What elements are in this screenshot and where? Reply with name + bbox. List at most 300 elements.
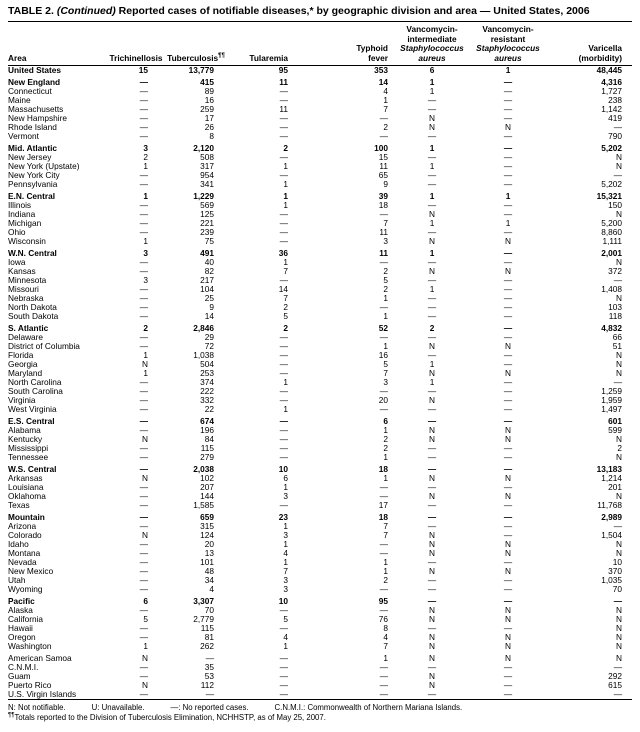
value-cell: — bbox=[139, 284, 148, 294]
value-cell: 1 bbox=[429, 284, 435, 294]
col-header-tuberculosis bbox=[164, 22, 228, 66]
value-cell: — bbox=[503, 530, 513, 540]
area-cell: New York City bbox=[8, 170, 60, 180]
value-cell: 10 bbox=[612, 557, 622, 567]
value-cell: 11 bbox=[379, 227, 388, 237]
value-cell: N bbox=[616, 653, 622, 663]
value-cell: — bbox=[279, 653, 288, 663]
area-cell: Guam bbox=[8, 671, 31, 681]
value-cell: 1 bbox=[283, 191, 288, 201]
value-cell: — bbox=[139, 512, 148, 522]
vrsa-header-line2: resistant bbox=[490, 33, 526, 44]
value-cell: 1,142 bbox=[601, 104, 622, 114]
value-cell: 2,038 bbox=[193, 464, 214, 474]
value-cell: — bbox=[379, 689, 388, 699]
area-cell: Michigan bbox=[8, 218, 42, 228]
area-row bbox=[8, 219, 632, 228]
value-cell: 374 bbox=[200, 377, 214, 387]
value-cell: 1 bbox=[283, 557, 288, 567]
value-cell: — bbox=[139, 104, 148, 114]
area-cell: Delaware bbox=[8, 332, 44, 342]
value-cell: 201 bbox=[608, 482, 622, 492]
value-cell: 48,445 bbox=[596, 65, 622, 75]
division-row bbox=[8, 75, 632, 87]
value-cell: — bbox=[279, 170, 288, 180]
area-row bbox=[8, 522, 632, 531]
value-cell: 1 bbox=[383, 341, 388, 351]
value-cell: N bbox=[429, 341, 435, 351]
value-cell: N bbox=[429, 491, 435, 501]
value-cell: 1 bbox=[505, 65, 511, 75]
area-row bbox=[8, 312, 632, 321]
value-cell: 18 bbox=[378, 200, 388, 210]
area-cell: Idaho bbox=[8, 539, 29, 549]
value-cell: — bbox=[503, 500, 513, 510]
area-row bbox=[8, 396, 632, 405]
area-cell: Rhode Island bbox=[8, 122, 57, 132]
value-cell: — bbox=[503, 416, 513, 426]
varicella-header-line2: (morbidity) bbox=[578, 52, 622, 63]
area-row bbox=[8, 576, 632, 585]
value-cell: — bbox=[139, 266, 148, 276]
area-cell: Oklahoma bbox=[8, 491, 46, 501]
area-cell: Washington bbox=[8, 641, 52, 651]
value-cell: 2 bbox=[617, 443, 622, 453]
value-cell: — bbox=[427, 557, 437, 567]
value-cell: — bbox=[139, 113, 148, 123]
value-cell: — bbox=[427, 104, 437, 114]
value-cell: — bbox=[139, 425, 148, 435]
value-cell: N bbox=[142, 473, 148, 483]
value-cell: N bbox=[616, 632, 622, 642]
value-cell: 2,846 bbox=[193, 323, 214, 333]
value-cell: — bbox=[503, 386, 513, 396]
value-cell: — bbox=[139, 605, 148, 615]
value-cell: — bbox=[427, 293, 437, 303]
value-cell: — bbox=[139, 386, 148, 396]
area-row bbox=[8, 642, 632, 651]
area-row bbox=[8, 615, 632, 624]
value-cell: — bbox=[139, 632, 148, 642]
value-cell: — bbox=[503, 77, 513, 87]
value-cell: 1 bbox=[429, 248, 435, 258]
area-row bbox=[8, 435, 632, 444]
value-cell: 1,214 bbox=[601, 473, 622, 483]
value-cell: — bbox=[503, 323, 513, 333]
value-cell: 262 bbox=[200, 641, 214, 651]
value-cell: N bbox=[616, 623, 622, 633]
value-cell: — bbox=[427, 170, 437, 180]
value-cell: — bbox=[613, 689, 622, 699]
value-cell: 2,989 bbox=[601, 512, 622, 522]
value-cell: 238 bbox=[608, 95, 622, 105]
value-cell: — bbox=[279, 113, 288, 123]
value-cell: — bbox=[427, 443, 437, 453]
area-cell: Virginia bbox=[8, 395, 36, 405]
division-row bbox=[8, 189, 632, 201]
value-cell: — bbox=[427, 350, 437, 360]
value-cell: — bbox=[503, 350, 513, 360]
value-cell: — bbox=[427, 416, 437, 426]
area-row bbox=[8, 483, 632, 492]
value-cell: 11 bbox=[279, 77, 288, 87]
table-title-prefix: TABLE 2. bbox=[8, 5, 54, 17]
value-cell: N bbox=[616, 209, 622, 219]
value-cell: 1 bbox=[283, 641, 288, 651]
value-cell: N bbox=[505, 641, 511, 651]
value-cell: 3 bbox=[383, 236, 388, 246]
value-cell: N bbox=[505, 614, 511, 624]
value-cell: 3 bbox=[283, 491, 288, 501]
value-cell: — bbox=[427, 332, 437, 342]
value-cell: — bbox=[503, 161, 513, 171]
value-cell: 1 bbox=[383, 566, 388, 576]
value-cell: — bbox=[427, 521, 437, 531]
area-cell: W.N. Central bbox=[8, 248, 57, 258]
value-cell: N bbox=[429, 539, 435, 549]
value-cell: 1 bbox=[383, 473, 388, 483]
value-cell: — bbox=[503, 452, 513, 462]
area-cell: Iowa bbox=[8, 257, 26, 267]
value-cell: 3 bbox=[143, 275, 148, 285]
area-row bbox=[8, 567, 632, 576]
value-cell: — bbox=[503, 680, 513, 690]
value-cell: — bbox=[503, 512, 513, 522]
value-cell: — bbox=[139, 416, 148, 426]
value-cell: — bbox=[427, 689, 437, 699]
area-row bbox=[8, 123, 632, 132]
value-cell: 1 bbox=[283, 521, 288, 531]
value-cell: 2 bbox=[143, 152, 148, 162]
area-cell: Indiana bbox=[8, 209, 36, 219]
value-cell: 17 bbox=[204, 113, 214, 123]
value-cell: N bbox=[429, 653, 435, 663]
value-cell: N bbox=[429, 614, 435, 624]
value-cell: 1,959 bbox=[601, 395, 622, 405]
value-cell: 2 bbox=[283, 302, 288, 312]
area-row bbox=[8, 132, 632, 141]
value-cell: — bbox=[139, 464, 148, 474]
area-cell: Oregon bbox=[8, 632, 36, 642]
value-cell: N bbox=[616, 359, 622, 369]
area-row bbox=[8, 633, 632, 642]
value-cell: 76 bbox=[378, 614, 388, 624]
value-cell: 1 bbox=[383, 452, 388, 462]
value-cell: 1 bbox=[283, 161, 288, 171]
value-cell: 16 bbox=[204, 95, 214, 105]
value-cell: — bbox=[279, 227, 288, 237]
value-cell: — bbox=[427, 662, 437, 672]
value-cell: 17 bbox=[378, 500, 388, 510]
division-row bbox=[8, 510, 632, 522]
value-cell: N bbox=[429, 530, 435, 540]
area-row bbox=[8, 267, 632, 276]
value-cell: 8 bbox=[209, 131, 214, 141]
visa-header-line4: aureus bbox=[418, 52, 446, 63]
area-row bbox=[8, 405, 632, 414]
value-cell: 1 bbox=[143, 350, 148, 360]
table-header bbox=[8, 22, 632, 66]
value-cell: 1 bbox=[383, 557, 388, 567]
value-cell: — bbox=[279, 275, 288, 285]
value-cell: — bbox=[139, 209, 148, 219]
value-cell: — bbox=[427, 311, 437, 321]
value-cell: 1 bbox=[429, 143, 435, 153]
area-row bbox=[8, 360, 632, 369]
value-cell: 10 bbox=[278, 596, 288, 606]
value-cell: N bbox=[616, 605, 622, 615]
value-cell: N bbox=[505, 539, 511, 549]
area-row bbox=[8, 201, 632, 210]
value-cell: 3 bbox=[143, 143, 148, 153]
value-cell: 125 bbox=[200, 209, 214, 219]
value-cell: 9 bbox=[209, 302, 214, 312]
value-cell: 4 bbox=[383, 86, 388, 96]
value-cell: N bbox=[429, 548, 435, 558]
value-cell: — bbox=[427, 584, 437, 594]
value-cell: 790 bbox=[608, 131, 622, 141]
value-cell: — bbox=[503, 443, 513, 453]
value-cell: 1 bbox=[283, 377, 288, 387]
value-cell: 504 bbox=[200, 359, 214, 369]
value-cell: 2,001 bbox=[601, 248, 622, 258]
value-cell: 95 bbox=[278, 65, 288, 75]
area-row bbox=[8, 342, 632, 351]
legend-unavailable: U: Unavailable. bbox=[91, 703, 145, 712]
value-cell: — bbox=[427, 179, 437, 189]
value-cell: — bbox=[379, 113, 388, 123]
value-cell: — bbox=[503, 575, 513, 585]
value-cell: 72 bbox=[204, 341, 214, 351]
value-cell: 6 bbox=[429, 65, 435, 75]
table-body bbox=[8, 66, 632, 700]
value-cell: 1,408 bbox=[601, 284, 622, 294]
value-cell: — bbox=[427, 404, 437, 414]
value-cell: 491 bbox=[200, 248, 214, 258]
value-cell: 150 bbox=[608, 200, 622, 210]
value-cell: — bbox=[379, 539, 388, 549]
value-cell: 3 bbox=[283, 584, 288, 594]
value-cell: 954 bbox=[200, 170, 214, 180]
area-cell: Illinois bbox=[8, 200, 32, 210]
value-cell: 52 bbox=[378, 323, 388, 333]
value-cell: 26 bbox=[204, 122, 214, 132]
value-cell: 1,727 bbox=[601, 86, 622, 96]
value-cell: N bbox=[429, 209, 435, 219]
value-cell: 2 bbox=[383, 284, 388, 294]
value-cell: 7 bbox=[383, 218, 388, 228]
value-cell: 18 bbox=[378, 464, 388, 474]
value-cell: — bbox=[379, 662, 388, 672]
value-cell: N bbox=[429, 680, 435, 690]
value-cell: 6 bbox=[283, 473, 288, 483]
area-row bbox=[8, 96, 632, 105]
value-cell: 1,035 bbox=[601, 575, 622, 585]
value-cell: N bbox=[429, 434, 435, 444]
value-cell: 22 bbox=[204, 404, 214, 414]
value-cell: — bbox=[503, 482, 513, 492]
value-cell: N bbox=[429, 641, 435, 651]
value-cell: — bbox=[279, 605, 288, 615]
value-cell: — bbox=[379, 482, 388, 492]
value-cell: 9 bbox=[383, 179, 388, 189]
value-cell: — bbox=[139, 443, 148, 453]
value-cell: 1,111 bbox=[602, 236, 622, 246]
value-cell: 65 bbox=[378, 170, 388, 180]
value-cell: 20 bbox=[204, 539, 214, 549]
value-cell: 615 bbox=[608, 680, 622, 690]
value-cell: — bbox=[503, 623, 513, 633]
area-row bbox=[8, 387, 632, 396]
value-cell: — bbox=[139, 623, 148, 633]
value-cell: — bbox=[503, 377, 513, 387]
area-cell: Louisiana bbox=[8, 482, 44, 492]
value-cell: 353 bbox=[374, 65, 388, 75]
value-cell: 279 bbox=[200, 452, 214, 462]
value-cell: 1 bbox=[143, 641, 148, 651]
value-cell: N bbox=[429, 368, 435, 378]
value-cell: 10 bbox=[278, 464, 288, 474]
value-cell: — bbox=[503, 311, 513, 321]
value-cell: 317 bbox=[200, 161, 214, 171]
value-cell: 3 bbox=[383, 377, 388, 387]
value-cell: — bbox=[427, 95, 437, 105]
value-cell: 25 bbox=[204, 293, 214, 303]
value-cell: N bbox=[505, 605, 511, 615]
area-row bbox=[8, 180, 632, 189]
area-row bbox=[8, 651, 632, 663]
value-cell: 118 bbox=[608, 311, 622, 321]
value-cell: — bbox=[427, 623, 437, 633]
value-cell: 23 bbox=[278, 512, 288, 522]
value-cell: — bbox=[139, 179, 148, 189]
value-cell: 508 bbox=[200, 152, 214, 162]
value-cell: — bbox=[503, 179, 513, 189]
value-cell: — bbox=[427, 131, 437, 141]
area-cell: W.S. Central bbox=[8, 464, 57, 474]
value-cell: 4 bbox=[283, 632, 288, 642]
division-row bbox=[8, 66, 632, 76]
col-header-typhoid-fever bbox=[300, 22, 394, 66]
vrsa-header-line4: aureus bbox=[494, 52, 522, 63]
value-cell: — bbox=[503, 584, 513, 594]
area-cell: U.S. Virgin Islands bbox=[8, 689, 77, 699]
value-cell: — bbox=[279, 131, 288, 141]
value-cell: — bbox=[427, 452, 437, 462]
area-cell: North Dakota bbox=[8, 302, 57, 312]
value-cell: 3 bbox=[143, 248, 148, 258]
col-header-tularemia: Tularemia bbox=[228, 22, 300, 66]
value-cell: 4 bbox=[383, 632, 388, 642]
area-cell: North Carolina bbox=[8, 377, 62, 387]
area-cell: Utah bbox=[8, 575, 26, 585]
value-cell: — bbox=[279, 86, 288, 96]
value-cell: 7 bbox=[283, 566, 288, 576]
value-cell: 11,768 bbox=[597, 500, 622, 510]
value-cell: N bbox=[429, 566, 435, 576]
value-cell: 8 bbox=[383, 623, 388, 633]
value-cell: 15 bbox=[378, 152, 388, 162]
value-cell: 259 bbox=[200, 104, 214, 114]
area-row bbox=[8, 294, 632, 303]
value-cell: N bbox=[429, 473, 435, 483]
value-cell: 104 bbox=[200, 284, 214, 294]
value-cell: — bbox=[613, 377, 622, 387]
value-cell: 82 bbox=[204, 266, 214, 276]
value-cell: 1 bbox=[383, 653, 388, 663]
value-cell: 2 bbox=[429, 323, 435, 333]
area-cell: Arizona bbox=[8, 521, 37, 531]
value-cell: 341 bbox=[200, 179, 214, 189]
value-cell: N bbox=[616, 434, 622, 444]
value-cell: 5,202 bbox=[601, 143, 622, 153]
area-cell: American Samoa bbox=[8, 653, 72, 663]
value-cell: — bbox=[279, 680, 288, 690]
area-cell: E.S. Central bbox=[8, 416, 55, 426]
value-cell: 253 bbox=[200, 368, 214, 378]
value-cell: — bbox=[139, 77, 148, 87]
area-cell: Missouri bbox=[8, 284, 39, 294]
value-cell: — bbox=[427, 257, 437, 267]
area-cell: Texas bbox=[8, 500, 30, 510]
value-cell: 2 bbox=[283, 143, 288, 153]
value-cell: — bbox=[139, 293, 148, 303]
value-cell: — bbox=[139, 395, 148, 405]
value-cell: — bbox=[205, 653, 214, 663]
value-cell: N bbox=[429, 425, 435, 435]
area-cell: New Mexico bbox=[8, 566, 54, 576]
value-cell: 112 bbox=[200, 680, 214, 690]
value-cell: N bbox=[142, 680, 148, 690]
value-cell: 66 bbox=[612, 332, 622, 342]
value-cell: — bbox=[279, 122, 288, 132]
value-cell: N bbox=[505, 653, 511, 663]
value-cell: 102 bbox=[200, 473, 214, 483]
value-cell: — bbox=[279, 443, 288, 453]
area-row bbox=[8, 681, 632, 690]
value-cell: 7 bbox=[383, 521, 388, 531]
value-cell: — bbox=[503, 104, 513, 114]
table-title-continued: (Continued) bbox=[56, 5, 116, 17]
col-header-trichinellosis: Trichinellosis bbox=[108, 22, 164, 66]
value-cell: 1,497 bbox=[601, 404, 622, 414]
value-cell: 3 bbox=[283, 530, 288, 540]
value-cell: N bbox=[505, 368, 511, 378]
value-cell: 1 bbox=[505, 218, 511, 228]
value-cell: — bbox=[503, 404, 513, 414]
value-cell: N bbox=[616, 491, 622, 501]
value-cell: — bbox=[139, 539, 148, 549]
value-cell: — bbox=[427, 227, 437, 237]
value-cell: 415 bbox=[200, 77, 214, 87]
value-cell: 569 bbox=[200, 200, 214, 210]
value-cell: N bbox=[429, 266, 435, 276]
value-cell: — bbox=[279, 425, 288, 435]
value-cell: 14 bbox=[278, 284, 288, 294]
value-cell: N bbox=[616, 641, 622, 651]
value-cell: 1 bbox=[143, 236, 148, 246]
area-cell: C.N.M.I. bbox=[8, 662, 39, 672]
value-cell: 221 bbox=[200, 218, 214, 228]
tuberculosis-footnote-mark: ¶¶ bbox=[218, 52, 225, 59]
area-row bbox=[8, 258, 632, 267]
value-cell: 601 bbox=[608, 416, 622, 426]
area-cell: Puerto Rico bbox=[8, 680, 52, 690]
value-cell: 1,259 bbox=[601, 386, 622, 396]
table-title bbox=[8, 5, 632, 22]
value-cell: — bbox=[427, 512, 437, 522]
area-row bbox=[8, 105, 632, 114]
